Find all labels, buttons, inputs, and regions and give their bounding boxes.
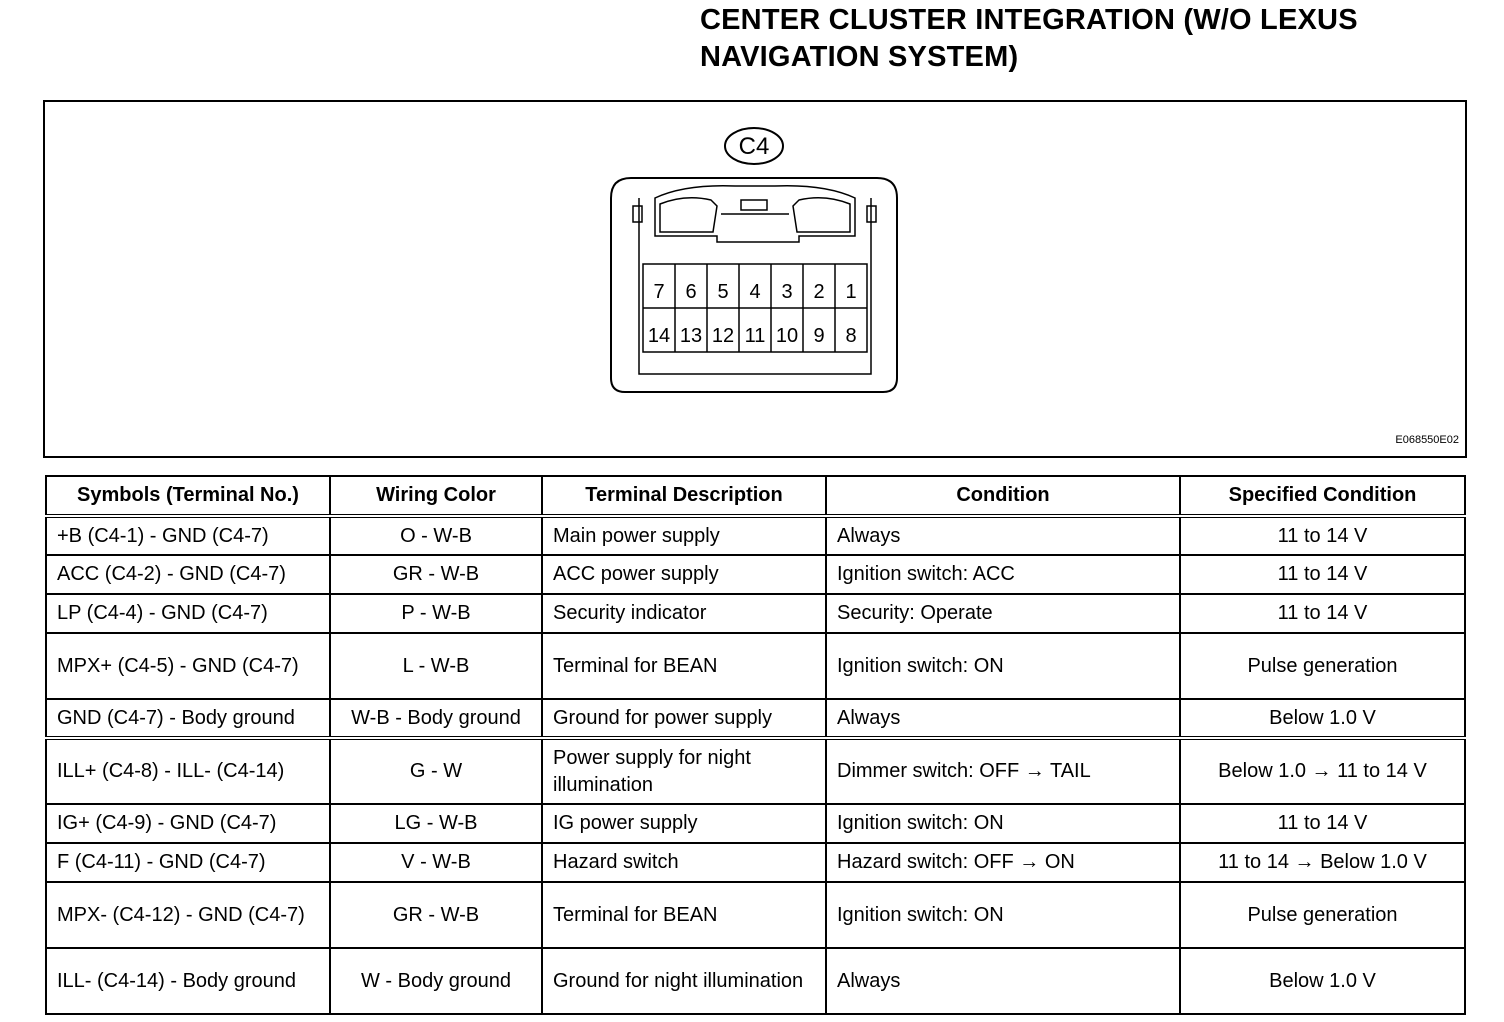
cell-condition: Dimmer switch: OFF → TAIL — [826, 738, 1180, 804]
cell-wiring: L - W-B — [330, 633, 542, 699]
table-row — [46, 738, 1465, 804]
cell-condition: Always — [826, 948, 1180, 1014]
cell-condition: Ignition switch: ON — [826, 633, 1180, 699]
terminal-10: 10 — [775, 325, 799, 347]
cell-symbol: LP (C4-4) - GND (C4-7) — [46, 594, 330, 633]
title-line-1: CENTER CLUSTER INTEGRATION (W/O LEXUS — [700, 4, 1358, 36]
page-title — [700, 2, 1460, 76]
header-condition: Condition — [826, 476, 1180, 516]
table-row — [46, 804, 1465, 843]
cell-description: Hazard switch — [542, 843, 826, 882]
connector-figure — [43, 100, 1467, 458]
terminal-2: 2 — [813, 281, 825, 303]
terminal-grid — [643, 264, 867, 352]
cell-description: Ground for night illumination — [542, 948, 826, 1014]
cell-description: ACC power supply — [542, 555, 826, 594]
table-row — [46, 555, 1465, 594]
cell-specified: 11 to 14 → Below 1.0 V — [1180, 843, 1465, 882]
header-specified-condition: Specified Condition — [1180, 476, 1465, 516]
cell-specified: 11 to 14 V — [1180, 516, 1465, 555]
cell-description: Terminal for BEAN — [542, 882, 826, 948]
terminal-spec-table — [45, 475, 1466, 1015]
table-row — [46, 516, 1465, 555]
cell-description: IG power supply — [542, 804, 826, 843]
terminal-9: 9 — [813, 325, 825, 347]
cell-symbol: MPX+ (C4-5) - GND (C4-7) — [46, 633, 330, 699]
table-row — [46, 699, 1465, 738]
terminal-5: 5 — [717, 281, 729, 303]
lock-tab — [741, 200, 767, 210]
connector-label: C4 — [738, 133, 770, 160]
cell-description: Terminal for BEAN — [542, 633, 826, 699]
terminal-12: 12 — [711, 325, 735, 347]
cell-symbol: F (C4-11) - GND (C4-7) — [46, 843, 330, 882]
terminal-13: 13 — [679, 325, 703, 347]
cell-wiring: GR - W-B — [330, 882, 542, 948]
header-symbols: Symbols (Terminal No.) — [46, 476, 330, 516]
terminal-1: 1 — [845, 281, 857, 303]
cell-symbol: +B (C4-1) - GND (C4-7) — [46, 516, 330, 555]
connector-diagram — [45, 102, 1465, 456]
cell-description: Power supply for night illumination — [542, 738, 826, 804]
cell-description: Security indicator — [542, 594, 826, 633]
cell-symbol: MPX- (C4-12) - GND (C4-7) — [46, 882, 330, 948]
cell-specified: Below 1.0 → 11 to 14 V — [1180, 738, 1465, 804]
table-row — [46, 633, 1465, 699]
cell-wiring: P - W-B — [330, 594, 542, 633]
cell-condition: Hazard switch: OFF → ON — [826, 843, 1180, 882]
header-wiring-color: Wiring Color — [330, 476, 542, 516]
terminal-7: 7 — [653, 281, 665, 303]
terminal-4: 4 — [749, 281, 761, 303]
cell-condition: Always — [826, 699, 1180, 738]
cell-specified: 11 to 14 V — [1180, 594, 1465, 633]
cell-specified: 11 to 14 V — [1180, 555, 1465, 594]
cell-symbol: IG+ (C4-9) - GND (C4-7) — [46, 804, 330, 843]
cell-specified: Below 1.0 V — [1180, 948, 1465, 1014]
table-row — [46, 594, 1465, 633]
cell-description: Ground for power supply — [542, 699, 826, 738]
cell-condition: Ignition switch: ON — [826, 804, 1180, 843]
cell-specified: Below 1.0 V — [1180, 699, 1465, 738]
table-row — [46, 882, 1465, 948]
terminal-8: 8 — [845, 325, 857, 347]
cell-wiring: G - W — [330, 738, 542, 804]
terminal-6: 6 — [685, 281, 697, 303]
cell-wiring: W - Body ground — [330, 948, 542, 1014]
cell-symbol: ILL+ (C4-8) - ILL- (C4-14) — [46, 738, 330, 804]
table-row — [46, 948, 1465, 1014]
table-row — [46, 843, 1465, 882]
terminal-11: 11 — [744, 325, 766, 347]
table-header-row — [46, 476, 1465, 516]
header-terminal-description: Terminal Description — [542, 476, 826, 516]
cell-wiring: W-B - Body ground — [330, 699, 542, 738]
terminal-14: 14 — [647, 325, 671, 347]
figure-code: E068550E02 — [1395, 434, 1459, 446]
cell-condition: Security: Operate — [826, 594, 1180, 633]
cell-symbol: ILL- (C4-14) - Body ground — [46, 948, 330, 1014]
right-lock-key — [793, 198, 850, 232]
left-lock-key — [660, 198, 717, 232]
cell-specified: Pulse generation — [1180, 882, 1465, 948]
cell-wiring: V - W-B — [330, 843, 542, 882]
cell-condition: Ignition switch: ACC — [826, 555, 1180, 594]
title-line-2: NAVIGATION SYSTEM) — [700, 41, 1019, 73]
cell-wiring: GR - W-B — [330, 555, 542, 594]
cell-condition: Ignition switch: ON — [826, 882, 1180, 948]
cell-wiring: O - W-B — [330, 516, 542, 555]
cell-specified: Pulse generation — [1180, 633, 1465, 699]
cell-specified: 11 to 14 V — [1180, 804, 1465, 843]
cell-wiring: LG - W-B — [330, 804, 542, 843]
cell-symbol: ACC (C4-2) - GND (C4-7) — [46, 555, 330, 594]
cell-condition: Always — [826, 516, 1180, 555]
cell-symbol: GND (C4-7) - Body ground — [46, 699, 330, 738]
cell-description: Main power supply — [542, 516, 826, 555]
terminal-3: 3 — [781, 281, 793, 303]
left-tab — [633, 206, 642, 222]
